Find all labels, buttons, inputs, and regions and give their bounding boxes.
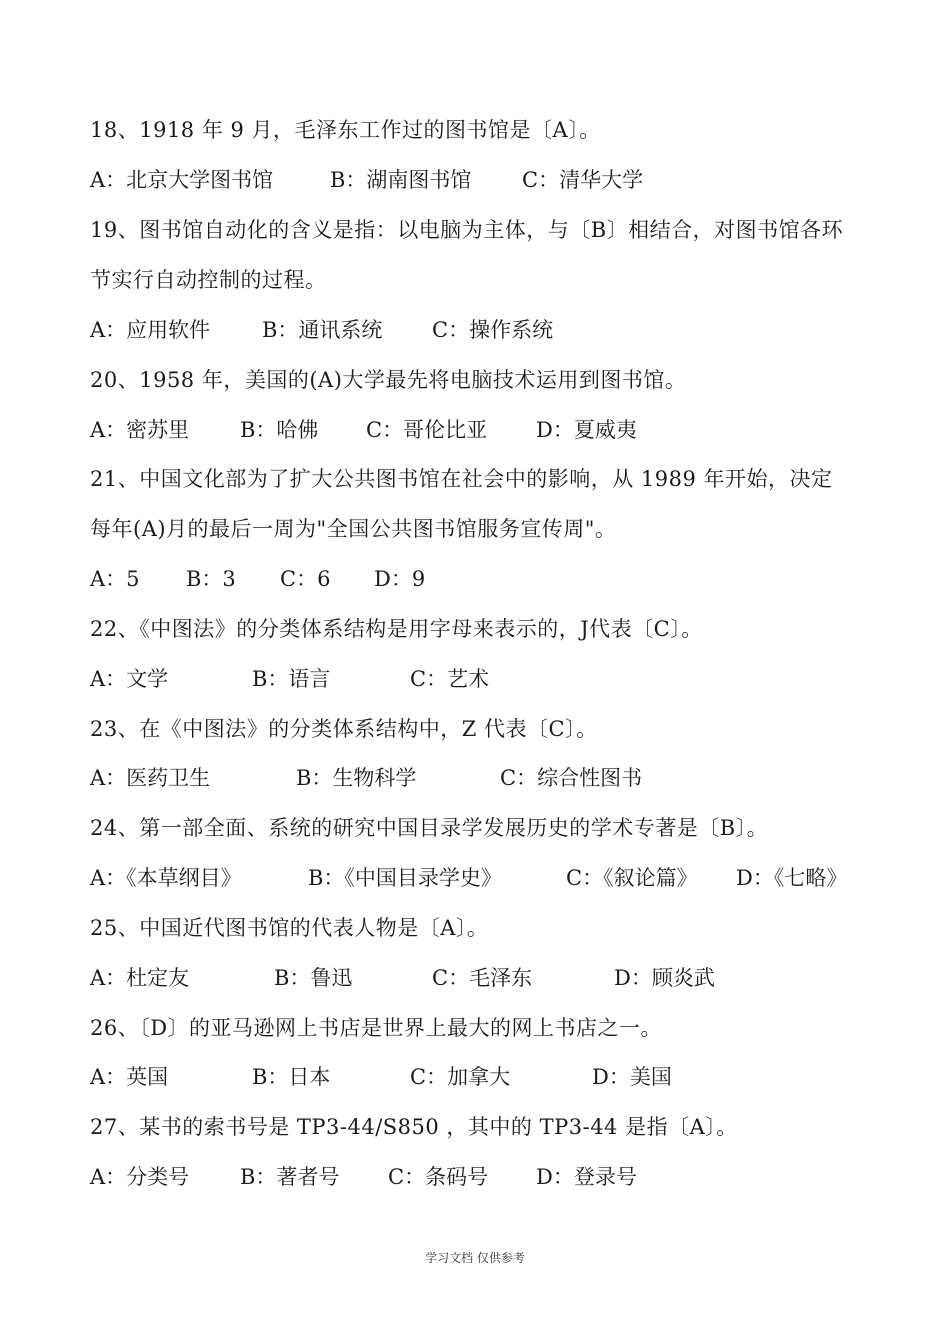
option-b: B：通讯系统 xyxy=(262,318,383,342)
option-b: B：哈佛 xyxy=(240,418,319,442)
option-b: B：生物科学 xyxy=(296,766,417,790)
option-b: B：鲁迅 xyxy=(274,966,353,990)
option-c: C：艺术 xyxy=(410,667,490,691)
question-19-text-line1: 19、图书馆自动化的含义是指：以电脑为主体，与〔B〕相结合，对图书馆各环 xyxy=(90,218,844,242)
option-b: B：语言 xyxy=(252,667,331,691)
option-c: C：清华大学 xyxy=(522,168,644,192)
option-b: B：湖南图书馆 xyxy=(330,168,472,192)
option-a: A：医药卫生 xyxy=(90,766,211,790)
option-a: A：5 xyxy=(90,567,140,591)
option-a: A：北京大学图书馆 xyxy=(90,168,274,192)
page-footer: 学习文档 仅供参考 xyxy=(425,1251,525,1265)
option-c: C：毛泽东 xyxy=(432,966,533,990)
question-21-text-line2: 每年(A)月的最后一周为"全国公共图书馆服务宣传周"。 xyxy=(90,517,617,541)
question-20-text: 20、1958 年，美国的(A)大学最先将电脑技术运用到图书馆。 xyxy=(90,368,687,392)
option-c: C：条码号 xyxy=(388,1165,489,1189)
option-d: D：9 xyxy=(374,567,426,591)
option-a: A：分类号 xyxy=(90,1165,190,1189)
option-d: D：登录号 xyxy=(536,1165,637,1189)
option-a: A：英国 xyxy=(90,1065,169,1089)
question-19-text-line2: 节实行自动控制的过程。 xyxy=(90,268,327,292)
option-c: C：《叙论篇》 xyxy=(566,866,698,890)
option-d: D：《七略》 xyxy=(736,866,848,890)
option-c: C：加拿大 xyxy=(410,1065,511,1089)
option-b: B：日本 xyxy=(252,1065,331,1089)
option-a: A：杜定友 xyxy=(90,966,190,990)
question-27-text: 27、某书的索书号是 TP3-44/S850 ，其中的 TP3-44 是指〔A〕。 xyxy=(90,1115,738,1139)
option-d: D：顾炎武 xyxy=(614,966,715,990)
option-b: B：《中国目录学史》 xyxy=(308,866,502,890)
question-26-text: 26、〔D〕的亚马逊网上书店是世界上最大的网上书店之一。 xyxy=(90,1016,663,1040)
option-d: D：美国 xyxy=(592,1065,672,1089)
option-c: C：6 xyxy=(280,567,331,591)
option-b: B：著者号 xyxy=(240,1165,340,1189)
option-a: A：文学 xyxy=(90,667,169,691)
question-23-text: 23、在《中图法》的分类体系结构中，Z 代表〔C〕。 xyxy=(90,717,598,741)
option-d: D：夏威夷 xyxy=(536,418,637,442)
option-b: B：3 xyxy=(186,567,236,591)
option-a: A：密苏里 xyxy=(90,418,190,442)
question-21-text-line1: 21、中国文化部为了扩大公共图书馆在社会中的影响，从 1989 年开始，决定 xyxy=(90,467,833,491)
option-a: A：《本草纲目》 xyxy=(90,866,242,890)
question-22-text: 22、《中图法》的分类体系结构是用字母来表示的，J代表〔C〕。 xyxy=(90,617,703,641)
option-c: C：综合性图书 xyxy=(500,766,643,790)
question-25-text: 25、中国近代图书馆的代表人物是〔A〕。 xyxy=(90,916,489,940)
option-c: C：操作系统 xyxy=(432,318,554,342)
option-a: A：应用软件 xyxy=(90,318,211,342)
question-18-text: 18、1918 年 9 月，毛泽东工作过的图书馆是〔A〕。 xyxy=(90,118,601,142)
question-24-text: 24、第一部全面、系统的研究中国目录学发展历史的学术专著是〔B〕。 xyxy=(90,816,769,840)
option-c: C：哥伦比亚 xyxy=(366,418,488,442)
